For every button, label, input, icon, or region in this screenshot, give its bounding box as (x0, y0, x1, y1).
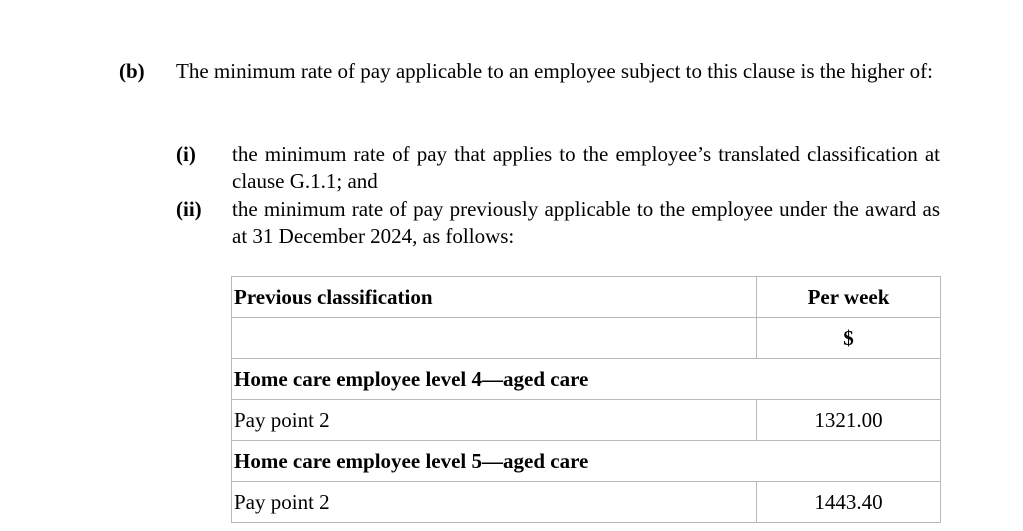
subclause-label: (ii) (176, 197, 202, 221)
subclause-text: the minimum rate of pay previously applicable to the employee under the award as at 31 December 2024, as follows: (232, 197, 940, 248)
table-row (232, 482, 941, 523)
classification-heading: Home care employee level 5—aged care (232, 441, 941, 482)
table-currency-row (232, 318, 941, 359)
table-row (232, 441, 941, 482)
pay-point-label: Pay point 2 (232, 400, 757, 441)
header-per-week: Per week (757, 277, 941, 318)
header-currency: $ (757, 318, 941, 359)
table-row (232, 400, 941, 441)
rates-table (231, 276, 941, 523)
subclause-label: (i) (176, 142, 196, 166)
table-row (232, 359, 941, 400)
table-header-row (232, 277, 941, 318)
pay-point-label: Pay point 2 (232, 482, 757, 523)
header-classification: Previous classification (232, 277, 757, 318)
empty-cell (232, 318, 757, 359)
clause-label: (b) (119, 59, 145, 83)
pay-amount: 1443.40 (757, 482, 941, 523)
classification-heading: Home care employee level 4—aged care (232, 359, 941, 400)
pay-amount: 1321.00 (757, 400, 941, 441)
clause-text: The minimum rate of pay applicable to an employee subject to this clause is the higher of: (176, 59, 933, 83)
subclause-text: the minimum rate of pay that applies to the employee’s translated classification at clause G.1.1; and (232, 142, 940, 193)
